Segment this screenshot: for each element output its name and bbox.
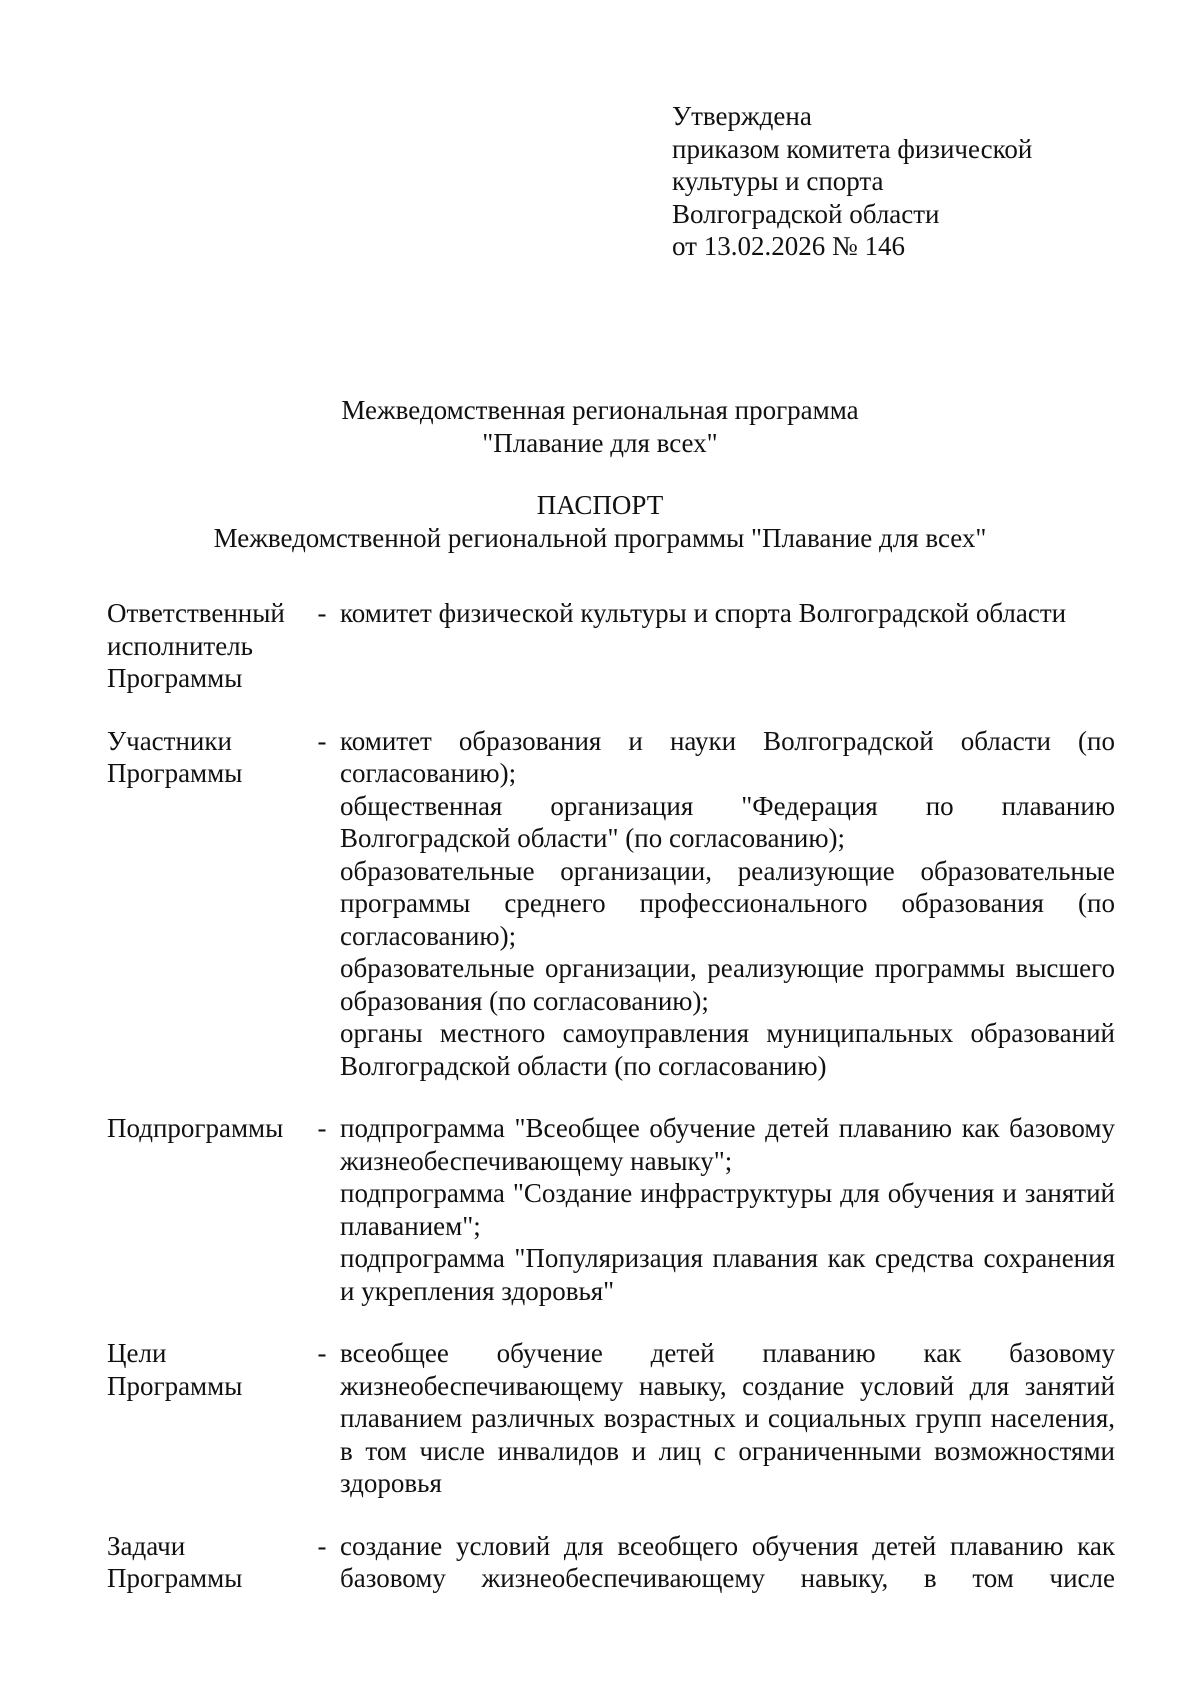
approval-line: Утверждена <box>672 101 812 131</box>
row-label <box>107 1337 304 1402</box>
program-title-line-2: "Плавание для всех" <box>482 427 718 458</box>
row-label-line: Программы <box>107 758 243 788</box>
row-label-line: исполнитель <box>107 630 253 661</box>
row-paragraph: общественная организация "Федерация по плаванию Волгоградской области" (по согласованию); <box>340 790 1115 853</box>
row-label <box>107 597 304 695</box>
row-paragraph: комитет физической культуры и спорта Волгоградской области <box>340 598 1067 628</box>
approval-stamp <box>672 100 1132 263</box>
program-title <box>0 394 1200 459</box>
row-label-line: Подпрограммы <box>107 1113 284 1143</box>
row-content <box>340 1112 1115 1307</box>
row-paragraph: образовательные организации, реализующие программы высшего образования (по согласованию); <box>340 953 1115 1016</box>
row-dash: - <box>317 725 327 756</box>
passport-heading: ПАСПОРТ <box>536 490 664 520</box>
row-dash: - <box>317 1113 327 1143</box>
row-label <box>107 1530 304 1595</box>
passport-row-tasks <box>107 1530 1119 1595</box>
passport-subheading: Межведомственной региональной программы "Плавание для всех" <box>213 522 987 553</box>
row-content <box>340 1530 1115 1595</box>
row-label <box>107 1112 304 1145</box>
row-paragraph: подпрограмма "Создание инфраструктуры для обучения и занятий плаванием"; <box>340 1178 1115 1241</box>
passport-row-responsible <box>107 597 1119 695</box>
passport-table <box>107 597 1119 1595</box>
approval-line: культуры и спорта <box>672 166 884 196</box>
passport-title <box>0 489 1200 554</box>
row-label-line: Участники <box>107 725 232 756</box>
approval-line: Волгоградской области <box>672 198 940 229</box>
row-label <box>107 725 304 790</box>
row-paragraph: всеобщее обучение детей плаванию как базовому жизнеобеспечивающему навыку, создание условий для занятий плаванием различных возрастных и социальных групп населения, в том числе инвалидов и лиц с ограниченными возможностями здоровья <box>340 1338 1115 1498</box>
row-content <box>340 1337 1115 1500</box>
row-content <box>340 597 1115 630</box>
row-paragraph: создание условий для всеобщего обучения детей плаванию как базовому жизнеобеспечивающему навыку, в том числе <box>340 1530 1115 1593</box>
approval-order-date: от 13.02.2026 № 146 <box>672 231 905 261</box>
row-label-line: Цели <box>107 1338 167 1368</box>
row-paragraph: органы местного самоуправления муниципальных образований Волгоградской области (по согласованию) <box>340 1018 1115 1081</box>
row-label-line: Программы <box>107 1370 243 1401</box>
row-dash: - <box>317 1530 327 1561</box>
row-dash: - <box>317 598 327 628</box>
row-dash: - <box>317 1338 327 1368</box>
row-paragraph: образовательные организации, реализующие образовательные программы среднего профессионального образования (по согласованию); <box>340 855 1115 951</box>
row-label-line: Программы <box>107 663 243 693</box>
approval-line: приказом комитета физической <box>672 133 1033 164</box>
passport-row-goals <box>107 1337 1119 1500</box>
row-label-line: Ответственный <box>107 598 285 628</box>
passport-row-participants <box>107 725 1119 1083</box>
program-title-line-1: Межведомственная региональная программа <box>341 395 859 425</box>
row-label-line: Программы <box>107 1563 243 1593</box>
row-label-line: Задачи <box>107 1530 186 1561</box>
row-content <box>340 725 1115 1083</box>
row-paragraph: подпрограмма "Всеобщее обучение детей плаванию как базовому жизнеобеспечивающему навыку"; <box>340 1113 1115 1176</box>
passport-row-subprograms <box>107 1112 1119 1307</box>
row-paragraph: подпрограмма "Популяризация плавания как средства сохранения и укрепления здоровья" <box>340 1243 1115 1306</box>
row-paragraph: комитет образования и науки Волгоградской области (по согласованию); <box>340 725 1115 788</box>
